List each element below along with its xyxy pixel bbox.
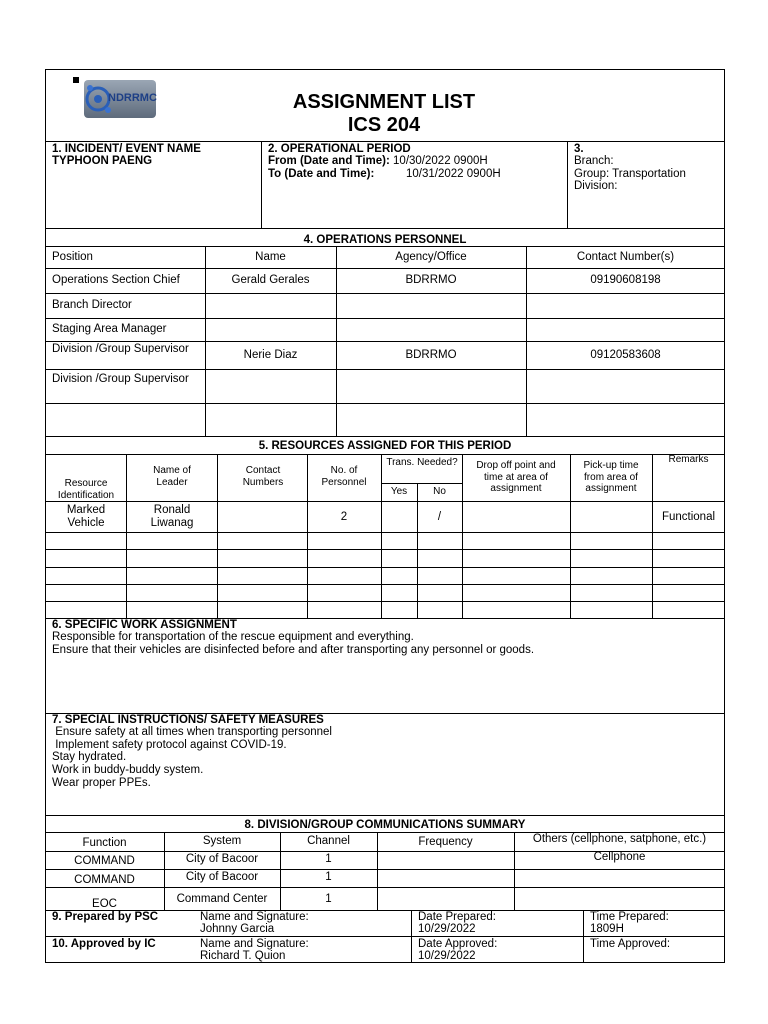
agency-cell[interactable]: BDRRMO	[405, 349, 457, 361]
from-datetime-field[interactable]: 10/30/2022 0900H	[393, 155, 488, 167]
rule	[45, 293, 725, 294]
col-position-header: Position	[52, 251, 93, 263]
rule	[381, 454, 382, 618]
form-title: ASSIGNMENT LIST	[292, 91, 476, 113]
contact-cell[interactable]: 09190608198	[590, 274, 661, 286]
personnel-cell[interactable]: 2	[340, 511, 348, 523]
rule	[45, 501, 725, 502]
leader-header: Name of Leader	[153, 465, 191, 488]
safety-line: Ensure safety at all times when transporting personnel	[52, 726, 332, 738]
function-header: Function	[82, 837, 127, 849]
prepared-name-label: Name and Signature:	[200, 911, 309, 923]
rule	[217, 454, 218, 618]
name-cell[interactable]: Gerald Gerales	[231, 274, 310, 286]
position-cell: Branch Director	[52, 299, 132, 311]
approved-name-field[interactable]: Richard T. Quion	[200, 950, 286, 962]
prepared-name-field[interactable]: Johnny Garcia	[200, 923, 275, 935]
no-header: No	[433, 486, 446, 497]
date-approved-label: Date Approved:	[418, 938, 498, 950]
rule	[45, 601, 725, 602]
rule	[381, 483, 462, 484]
rule	[583, 910, 584, 963]
division-field[interactable]: Division:	[574, 180, 618, 192]
position-cell: Division /Group Supervisor	[52, 373, 189, 385]
rule	[462, 454, 463, 618]
dropoff-header: Drop off point and time at area of assignment	[476, 460, 556, 494]
channel-cell[interactable]: 1	[325, 871, 332, 883]
system-cell[interactable]: City of Bacoor	[185, 853, 259, 865]
contact-numbers-header: Contact Numbers	[242, 465, 284, 488]
section3-label: 3.	[574, 143, 584, 155]
trans-no-cell[interactable]: /	[437, 511, 442, 523]
col-agency-header: Agency/Office	[395, 251, 467, 263]
position-cell: Division /Group Supervisor	[52, 343, 189, 355]
function-cell[interactable]: COMMAND	[74, 855, 135, 867]
name-cell[interactable]: Nerie Diaz	[243, 349, 298, 361]
position-cell: Staging Area Manager	[52, 323, 167, 335]
personnel-header: No. of Personnel	[321, 465, 367, 488]
rule	[45, 369, 725, 370]
rule	[45, 454, 725, 455]
safety-line: Stay hydrated.	[52, 751, 127, 763]
trans-needed-header: Trans. Needed?	[386, 457, 458, 468]
leader-cell[interactable]: Ronald Liwanag	[150, 504, 194, 529]
work-assignment-title: 6. SPECIFIC WORK ASSIGNMENT	[52, 619, 237, 631]
yes-header: Yes	[390, 486, 408, 497]
rule	[652, 454, 653, 618]
resource-id-header: Resource Identification	[57, 478, 115, 501]
system-header: System	[202, 835, 242, 847]
col-name-header: Name	[255, 251, 286, 263]
rule	[45, 584, 725, 585]
rule	[261, 141, 262, 228]
rule	[45, 567, 725, 568]
rule	[417, 483, 418, 618]
channel-header: Channel	[307, 835, 350, 847]
rule	[126, 454, 127, 618]
to-datetime-field[interactable]: 10/31/2022 0900H	[406, 168, 501, 180]
rule	[45, 228, 725, 229]
safety-line: Work in buddy-buddy system.	[52, 764, 204, 776]
rule	[45, 436, 725, 437]
time-prepared-label: Time Prepared:	[590, 911, 669, 923]
rule	[45, 532, 725, 533]
logo-text: NDRRMC	[108, 92, 157, 104]
safety-line: Implement safety protocol against COVID-19.	[52, 739, 287, 751]
remarks-cell[interactable]: Functional	[661, 511, 716, 523]
position-cell: Operations Section Chief	[52, 274, 180, 286]
form-code: ICS 204	[347, 114, 421, 136]
agency-cell[interactable]: BDRRMO	[405, 274, 457, 286]
others-header: Others (cellphone, satphone, etc.)	[532, 833, 707, 845]
prepared-by-label: 9. Prepared by PSC	[52, 911, 159, 923]
system-cell[interactable]: Command Center	[176, 893, 268, 905]
date-prepared-label: Date Prepared:	[418, 911, 496, 923]
rule	[45, 341, 725, 342]
frequency-header: Frequency	[418, 836, 473, 848]
rule	[45, 869, 725, 870]
rule	[45, 268, 725, 269]
date-prepared-field[interactable]: 10/29/2022	[418, 923, 476, 935]
rule	[45, 549, 725, 550]
rule	[45, 318, 725, 319]
rule	[45, 403, 725, 404]
incident-name-field[interactable]: TYPHOON PAENG	[52, 155, 153, 167]
safety-title: 7. SPECIAL INSTRUCTIONS/ SAFETY MEASURES	[52, 714, 324, 726]
system-cell[interactable]: City of Bacoor	[185, 871, 259, 883]
others-cell[interactable]: Cellphone	[593, 851, 646, 863]
work-line: Responsible for transportation of the rescue equipment and everything.	[52, 631, 414, 643]
approved-by-label: 10. Approved by IC	[52, 938, 156, 950]
rule	[567, 141, 568, 228]
operations-personnel-title: 4. OPERATIONS PERSONNEL	[303, 234, 467, 246]
rule	[307, 454, 308, 618]
from-label: From (Date and Time):	[268, 155, 390, 167]
group-field[interactable]: Group: Transportation	[574, 168, 686, 180]
rule	[45, 936, 725, 937]
resources-title: 5. RESOURCES ASSIGNED FOR THIS PERIOD	[258, 440, 512, 452]
operational-period-label: 2. OPERATIONAL PERIOD	[268, 143, 411, 155]
rule	[45, 141, 725, 142]
to-label: To (Date and Time):	[268, 168, 375, 180]
col-contact-header: Contact Number(s)	[576, 251, 675, 263]
channel-cell[interactable]: 1	[325, 853, 332, 865]
contact-cell[interactable]: 09120583608	[590, 349, 661, 361]
branch-field[interactable]: Branch:	[574, 155, 614, 167]
safety-line: Wear proper PPEs.	[52, 777, 151, 789]
resource-cell[interactable]: Marked Vehicle	[66, 504, 106, 529]
rule	[411, 910, 412, 963]
time-prepared-field[interactable]: 1809H	[590, 923, 624, 935]
work-line: Ensure that their vehicles are disinfected before and after transporting any personnel or goods.	[52, 644, 535, 656]
channel-cell[interactable]: 1	[325, 893, 332, 905]
pickup-header: Pick-up time from area of assignment	[583, 460, 639, 494]
rule	[570, 454, 571, 618]
rule	[45, 887, 725, 888]
approved-name-label: Name and Signature:	[200, 938, 309, 950]
comms-summary-title: 8. DIVISION/GROUP COMMUNICATIONS SUMMARY	[244, 819, 526, 831]
date-approved-field[interactable]: 10/29/2022	[418, 950, 476, 962]
incident-label: 1. INCIDENT/ EVENT NAME	[52, 143, 201, 155]
time-approved-label: Time Approved:	[590, 938, 671, 950]
function-cell[interactable]: COMMAND	[74, 874, 135, 886]
remarks-header: Remarks	[668, 454, 709, 465]
rule	[45, 815, 725, 816]
function-cell[interactable]: EOC	[92, 898, 117, 910]
